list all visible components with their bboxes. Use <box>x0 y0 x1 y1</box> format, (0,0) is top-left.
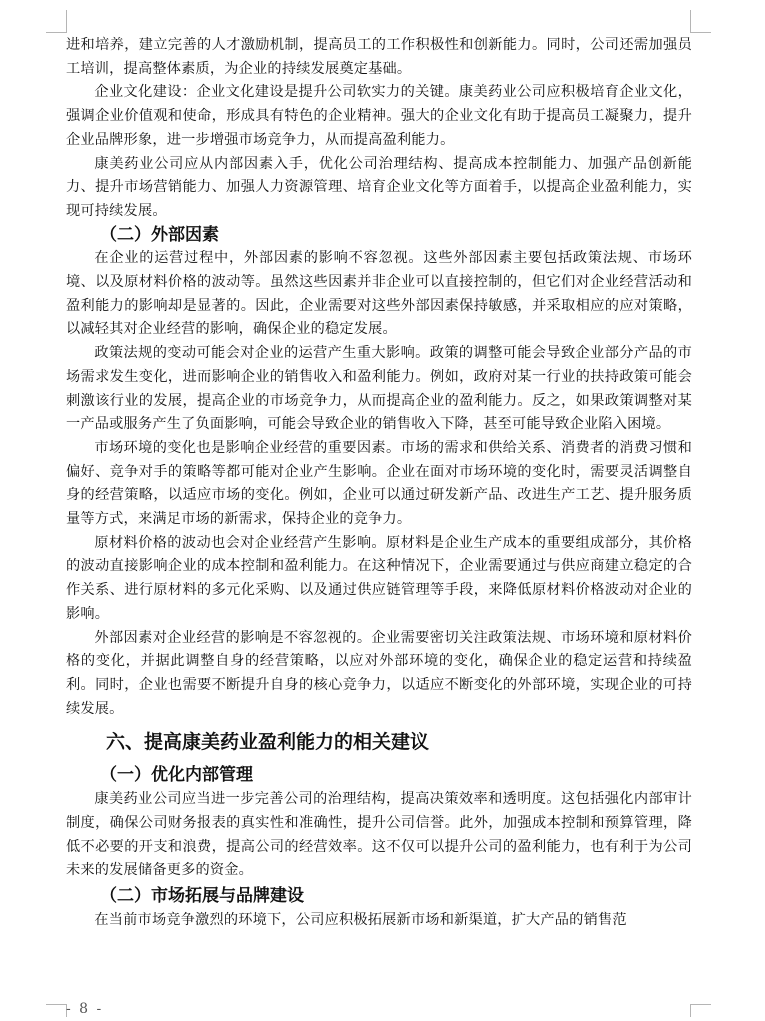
paragraph-market-environment: 市场环境的变化也是影响企业经营的重要因素。市场的需求和供给关系、消费者的消费习惯和偏好、竞争对手的策略等都可能对企业产生影响。企业在面对市场环境的变化时，需要灵活调整自身的经营策略，以适应市场的变化。例如，企业可以通过研发新产品、改进生产工艺、提升服务质量等方式，来满足市场的新需求，保持企业的竞争力。 <box>66 439 692 528</box>
heading-section-six: 六、提高康美药业盈利能力的相关建议 <box>106 731 430 754</box>
crop-mark-bottom-left <box>46 1004 67 1017</box>
paragraph-continued: 进和培养，建立完善的人才激励机制，提高员工的工作积极性和创新能力。同时，公司还需加强员工培训，提高整体素质，为企业的持续发展奠定基础。 <box>66 37 692 77</box>
paragraph-policy: 政策法规的变动可能会对企业的运营产生重大影响。政策的调整可能会导致企业部分产品的市场需求发生变化，进而影响企业的销售收入和盈利能力。例如，政府对某一行业的扶持政策可能会刺激该行业的发展，提高企业的市场竞争力，从而提高企业的盈利能力。反之，如果政策调整对某一产品或服务产生了负面影响，可能会导致企业的销售收入下降，甚至可能导致企业陷入困境。 <box>66 345 692 433</box>
heading-optimize-internal: （一）优化内部管理 <box>100 765 253 786</box>
crop-mark-top-left <box>46 10 67 33</box>
paragraph-external-summary: 外部因素对企业经营的影响是不容忽视的。企业需要密切关注政策法规、市场环境和原材料价格的变化，并据此调整自身的经营策略，以应对外部环境的变化，确保企业的稳定运营和持续盈利。同时，企业也需要不断提升自身的核心竞争力，以适应不断变化的外部环境，实现企业的可持续发展。 <box>66 629 692 717</box>
page-number: - 8 - <box>66 1001 104 1017</box>
crop-mark-top-right <box>690 10 711 33</box>
crop-mark-bottom-right <box>690 1004 711 1017</box>
paragraph-external-intro: 在企业的运营过程中，外部因素的影响不容忽视。这些外部因素主要包括政策法规、市场环境、以及原材料价格的波动等。虽然这些因素并非企业可以直接控制的，但它们对企业经营活动和盈利能力的影响却是显著的。因此，企业需要对这些外部因素保持敏感，并采取相应的应对策略，以减轻其对企业经营的影响，确保企业的稳定发展。 <box>66 250 692 338</box>
paragraph-internal-summary: 康美药业公司应从内部因素入手，优化公司治理结构、提高成本控制能力、加强产品创新能力、提升市场营销能力、加强人力资源管理、培育企业文化等方面着手，以提高企业盈利能力，实现可持续发展。 <box>66 155 692 219</box>
paragraph-market-expansion: 在当前市场竞争激烈的环境下，公司应积极拓展新市场和新渠道，扩大产品的销售范 <box>94 911 627 928</box>
page-body <box>66 34 692 932</box>
heading-market-brand: （二）市场拓展与品牌建设 <box>100 885 304 906</box>
paragraph-governance: 康美药业公司应当进一步完善公司的治理结构，提高决策效率和透明度。这包括强化内部审计制度，确保公司财务报表的真实性和准确性，提升公司信誉。此外，加强成本控制和预算管理，降低不必要的开支和浪费，提高公司的经营效率。这不仅可以提升公司的盈利能力，也有利于为公司未来的发展储备更多的资金。 <box>66 791 692 879</box>
paragraph-culture: 企业文化建设：企业文化建设是提升公司软实力的关键。康美药业公司应积极培育企业文化，强调企业价值观和使命，形成具有特色的企业精神。强大的企业文化有助于提高员工凝聚力，提升企业品牌形象，进一步增强市场竞争力，从而提高盈利能力。 <box>66 84 692 148</box>
paragraph-raw-materials: 原材料价格的波动也会对企业经营产生影响。原材料是企业生产成本的重要组成部分，其价格的波动直接影响企业的成本控制和盈利能力。在这种情况下，企业需要通过与供应商建立稳定的合作关系、进行原材料的多元化采购、以及通过供应链管理等手段，来降低原材料价格波动对企业的影响。 <box>66 534 692 622</box>
heading-external-factors: （二）外部因素 <box>100 224 219 245</box>
